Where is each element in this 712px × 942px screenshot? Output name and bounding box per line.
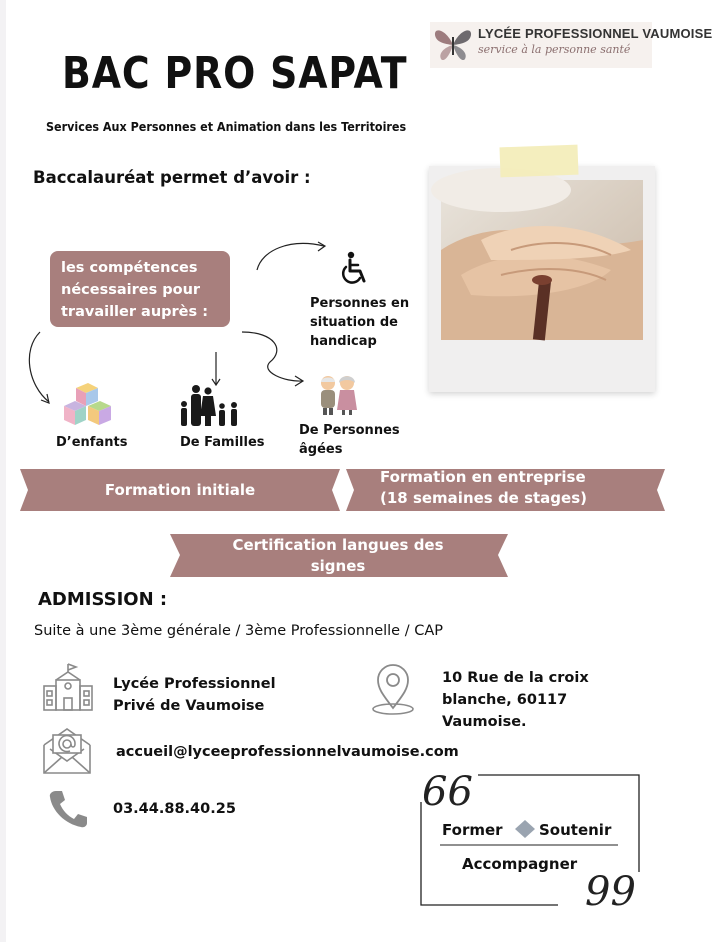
school-name: Lycée Professionnel Privé de Vaumoise — [113, 676, 276, 714]
admission-heading: ADMISSION : — [38, 589, 168, 610]
page-title: BAC PRO SAPAT — [62, 48, 408, 99]
target-agees-label: De Personnes âgées — [299, 423, 400, 457]
logo-title: LYCÉE PROFESSIONNEL VAUMOISE — [478, 26, 712, 41]
logo-tagline: service à la personne santé — [478, 43, 631, 56]
motto-word-soutenir: Soutenir — [539, 821, 612, 839]
wheelchair-icon — [338, 251, 370, 287]
elderly-couple-icon — [316, 374, 360, 416]
tape-decoration — [500, 145, 579, 178]
target-familles-label: De Familles — [180, 435, 265, 450]
target-enfants-label: D’enfants — [56, 435, 128, 450]
family-icon — [178, 384, 242, 428]
butterfly-icon — [432, 25, 474, 65]
admission-text: Suite à une 3ème générale / 3ème Professionnelle / CAP — [34, 623, 443, 639]
school-logo — [430, 22, 712, 68]
intro-heading: Baccalauréat permet d’avoir : — [33, 168, 311, 187]
arrow-handicap — [257, 243, 324, 270]
email-address[interactable]: accueil@lyceeprofessionnelvaumoise.com — [116, 744, 459, 760]
motto-word-former: Former — [442, 821, 503, 839]
phone-number[interactable]: 03.44.88.40.25 — [113, 801, 236, 817]
competences-box — [50, 251, 230, 327]
location-pin-icon — [370, 664, 416, 716]
competences-line: nécessaires pour — [61, 282, 201, 298]
holding-hands-photo — [441, 180, 643, 340]
school-address: 10 Rue de la croix blanche, 60117 Vaumoise. — [442, 670, 589, 730]
competences-line: les compétences — [61, 260, 198, 276]
toy-blocks-icon — [62, 382, 114, 428]
open-quote-mark: 66 — [422, 769, 473, 815]
certification-label: Certification langues des signes — [232, 536, 444, 575]
formation-initiale-label: Formation initiale — [104, 481, 256, 499]
diamond-separator-icon — [514, 819, 536, 839]
competences-line: travailler auprès : — [61, 304, 208, 320]
formation-entreprise-label: Formation en entreprise (18 semaines de stages) — [380, 468, 587, 507]
arrow-enfants — [29, 332, 49, 402]
motto-word-accompagner: Accompagner — [462, 855, 578, 873]
phone-icon — [47, 789, 89, 829]
page-subtitle: Services Aux Personnes et Animation dans les Territoires — [46, 120, 407, 134]
email-envelope-icon — [42, 727, 92, 775]
school-building-icon — [42, 662, 94, 712]
photo-frame — [429, 166, 655, 392]
close-quote-mark: 99 — [585, 869, 636, 915]
target-handicap-label: Personnes en situation de handicap — [310, 296, 410, 349]
arrow-agees — [242, 332, 302, 381]
